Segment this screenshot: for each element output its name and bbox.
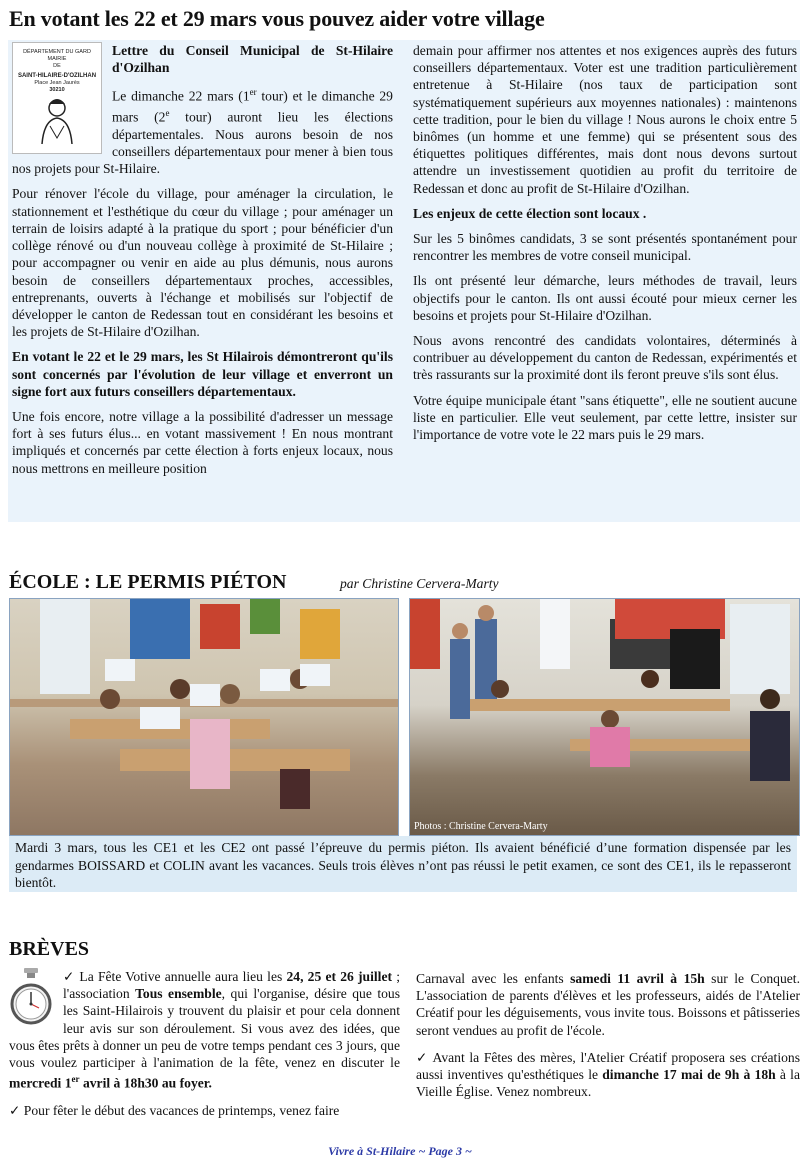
letter-paragraph: Votre équipe municipale étant "sans étiquette", elle ne soutient aucune liste en particulier. Elle veut seulement, par cette lettre, insister sur l'importance de votre vote le 22 mars puis le 29 mars.	[413, 392, 797, 443]
logo-village-name: SAINT-HILAIRE-D'OZILHAN	[17, 73, 97, 79]
letter-paragraph: Ils ont présenté leur démarche, leurs méthodes de travail, leurs objectifs pour le canton. Ils ont aussi écouté pour mieux cerner les besoins et projets pour St-Hilaire d'Ozilhan.	[413, 273, 797, 323]
byline: par Christine Cervera-Marty	[340, 576, 499, 591]
letter-paragraph-bold: Les enjeux de cette élection sont locaux .	[413, 205, 647, 221]
letter-paragraph-bold: En votant le 22 et le 29 mars, les St Hilairois démontreront qu'ils sont concernés par l'évolution de leur village et enverront un signe fort aux futurs conseillers départementaux.	[12, 349, 393, 399]
breve-item: ✓ La Fête Votive annuelle aura lieu les 24, 25 et 26 juillet ; l'association Tous ensemble, qui l'organise, désire que tous les Saint-Hilairois y trouvent du plaisir et pour cela donnent leur avis sur son déroulement. Si vous avez des idées, que vous êtes prêts à donner un peu de votre temps pendant ces 3 jours, que vous voulez participer à l'animation de la fête, venez en discuter le mercredi 1er avril à 18h30 au foyer.	[9, 969, 400, 1091]
breves-column-right	[416, 970, 800, 1108]
photo-credit: Photos : Christine Cervera-Marty	[414, 821, 548, 832]
letter-title: Lettre du Conseil Municipal de St-Hilaire d'Ozilhan	[112, 43, 393, 76]
logo-line: Place Jean Jaurès	[34, 80, 80, 86]
letter-paragraph: demain pour affirmer nos attentes et nos exigences auprès des futurs conseillers départementaux. Voter est une tradition particulièrement entretenue à St-Hilaire (nos taux de participation sont systématiquement supérieurs aux moyennes nationales) : maintenons cette tradition, pour le bien du village ! Nous aurons le choix entre 5 binômes (un homme et une femme) qui se présentent sous des étiquettes politiques différentes, mais dont nous devons surtout attendre un investissement quotidien au profit du territoire de Redessan et donc au profit de St-Hilaire d'Ozilhan.	[413, 43, 797, 196]
section-title-breves: BRÈVES	[9, 938, 90, 960]
logo-line: DE	[53, 63, 61, 69]
logo-line: MAIRIE	[47, 56, 67, 62]
letter-paragraph: Sur les 5 binômes candidats, 3 se sont présentés spontanément pour rencontrer les membres de votre conseil municipal.	[413, 231, 797, 264]
classroom-scene-icon	[10, 599, 398, 835]
letter-column-left	[12, 42, 393, 485]
marianne-icon	[32, 94, 82, 146]
breve-item: Carnaval avec les enfants samedi 11 avril à 15h sur le Conquet. L'association de parents d'élèves et les professeurs, aidés de l'Atelier Créatif pour les déguisements, vous invite tous. Boissons et pâtisseries seront vendues au profit de l'école.	[416, 971, 800, 1038]
page-footer: Vivre à St-Hilaire ~ Page 3 ~	[328, 1144, 472, 1158]
letter-column-right	[413, 42, 797, 451]
letter-paragraph: Le dimanche 22 mars (1er tour) et le dimanche 29 mars (2e tour) auront lieu les élections départementales. Nous aurons besoin de nos conseillers départementaux pour mener à bien tous nos projets pour St-Hilaire.	[12, 87, 393, 177]
classroom-photo-left	[9, 598, 399, 836]
classroom-photo-right	[409, 598, 800, 836]
breve-item: ✓ Pour fêter le début des vacances de printemps, venez faire	[9, 1102, 340, 1118]
logo-line: DÉPARTEMENT DU GARD	[23, 49, 91, 55]
stopwatch-icon	[9, 968, 53, 1030]
logo-line: 30210	[49, 87, 65, 93]
breve-item: ✓ Avant la Fêtes des mères, l'Atelier Créatif proposera ses créations aussi inventives qu'esthétiques le dimanche 17 mai de 9h à 18h à la Vieille Église. Venez nombreux.	[416, 1049, 800, 1100]
breves-column-left	[9, 968, 400, 1127]
section-title-ecole: ÉCOLE : LE PERMIS PIÉTON	[9, 571, 287, 593]
photo-caption: Mardi 3 mars, tous les CE1 et les CE2 ont passé l’épreuve du permis piéton. Ils avaient bénéficié d’une formation dispensée par les gendarmes BOISSARD et COLIN avant les vacances. Seuls trois élèves n’ont pas réussi le petit examen, ce sont des CE1, ils le repasseront bientôt.	[9, 836, 797, 892]
letter-paragraph: Nous avons rencontré des candidats volontaires, déterminés à contribuer au développement du canton de Redessan, expérimentés et très rassurants sur la proximité dont ils feront preuve s'ils sont élus.	[413, 333, 797, 383]
classroom-scene-icon	[410, 599, 799, 835]
page-headline: En votant les 22 et 29 mars vous pouvez aider votre village	[9, 6, 545, 31]
letter-paragraph: Pour rénover l'école du village, pour aménager la circulation, le stationnement et l'esthétique du cœur du village ; pour aménager un terrain de loisirs adapté à la pratique du sport ; pour bénéficier d'un collège rénové ou d'un nouveau collège à proximité de St-Hilaire ; pour accompagner ou venir en aide au plus démunis, nous aurons besoin de conseillers départementaux proches, accessibles, entreprenants, ouverts à l'échange et mobilisés sur l'objectif de développer le canton de Redessan tout en considérant les besoins et les projets de St-Hilaire d'Ozilhan.	[12, 186, 393, 340]
mairie-logo	[12, 42, 102, 154]
letter-paragraph: Une fois encore, notre village a la possibilité d'adresser un message fort à ses futurs élus... en votant massivement ! En nous montrant impliqués et concernés par cette élection à forts enjeux locaux, nous nous mettrons en meilleure position	[12, 408, 393, 476]
